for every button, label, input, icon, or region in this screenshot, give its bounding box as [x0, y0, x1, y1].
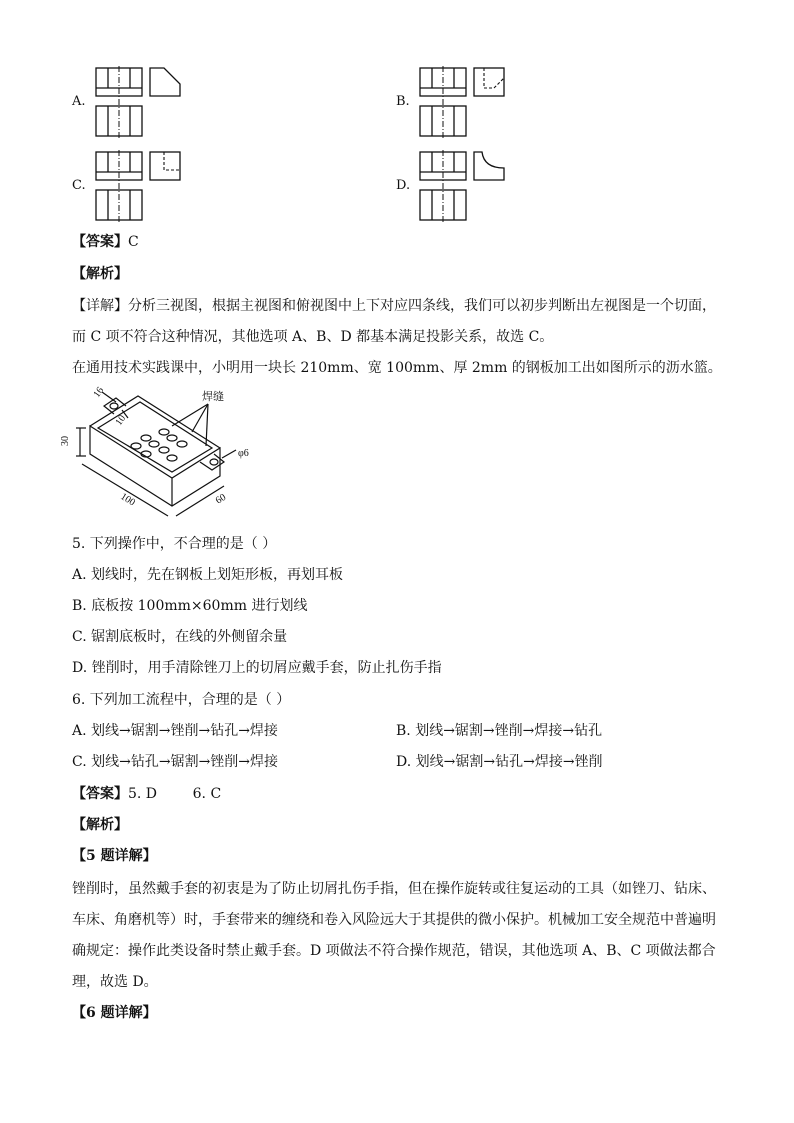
option-b-figure	[418, 66, 510, 140]
option-b-letter: B.	[396, 94, 410, 109]
q6-detail-tag: 【6 题详解】	[72, 1005, 157, 1021]
q5-option-d: D. 锉削时，用手清除锉刀上的切屑应戴手套，防止扎伤手指	[72, 660, 442, 676]
q5-option-b: B. 底板按 100mm×60mm 进行划线	[72, 598, 308, 614]
q5-detail-line1: 锉削时，虽然戴手套的初衷是为了防止切屑扎伤手指，但在操作旋转或往复运动的工具（如锉刀、钻床、	[72, 881, 716, 897]
q6-option-c: C. 划线→钻孔→锯割→锉削→焊接	[72, 754, 279, 770]
q4-answer-tag: 【答案】	[72, 234, 128, 250]
q56-answer-tag: 【答案】	[72, 786, 128, 802]
q56-answer-value: 5. D 6. C	[128, 786, 222, 802]
option-a-letter: A.	[72, 94, 86, 109]
q6-option-a: A. 划线→锯割→锉削→钻孔→焊接	[72, 723, 278, 739]
q4-detail-line2: 而 C 项不符合这种情况，其他选项 A、B、D 都基本满足投影关系，故选 C。	[72, 329, 554, 345]
q5-detail-line2: 车床、角磨机等）时，手套带来的缠绕和卷入风险远大于其提供的微小保护。机械加工安全规范中普遍明	[72, 912, 716, 928]
dim-phi6-label: φ6	[238, 448, 249, 459]
q5-detail-line4: 理，故选 D。	[72, 974, 158, 990]
q5-detail-tag: 【5 题详解】	[72, 848, 157, 864]
q4-answer-value: C	[128, 234, 139, 250]
option-c-figure	[94, 150, 186, 224]
q4-answer-line	[72, 232, 139, 252]
q4-detail-text1: 分析三视图，根据主视图和俯视图中上下对应四条线，我们可以初步判断出左视图是一个切面，	[128, 298, 716, 314]
option-d-letter: D.	[396, 178, 411, 193]
q6-option-b: B. 划线→锯割→锉削→焊接→钻孔	[396, 723, 603, 739]
q5-option-a: A. 划线时，先在钢板上划矩形板，再划耳板	[72, 567, 344, 583]
q4-detail-line1	[72, 296, 716, 316]
dim-10-label: 10	[113, 413, 129, 428]
q5-detail-line3: 确规定：操作此类设备时禁止戴手套。D 项做法不符合操作规范，错误，其他选项 A、B、C 项做法都合	[72, 943, 716, 959]
q5-option-c: C. 锯割底板时，在线的外侧留余量	[72, 629, 288, 645]
dim-60-label: 60	[213, 491, 229, 507]
q4-analysis-tag: 【解析】	[72, 266, 128, 282]
option-d-figure	[418, 150, 510, 224]
dim-30-label: 30	[60, 436, 71, 446]
q6-stem: 6. 下列加工流程中，合理的是（ ）	[72, 692, 291, 708]
basket-figure	[60, 385, 272, 522]
q4-detail-tag: 【详解】	[72, 298, 128, 314]
weld-label: 焊缝	[202, 391, 224, 403]
q56-analysis-tag: 【解析】	[72, 817, 128, 833]
option-c-letter: C.	[72, 178, 86, 193]
dim-100-label: 100	[118, 491, 137, 509]
q56-answer-line	[72, 784, 221, 804]
dim-16-label: 16	[91, 385, 107, 400]
q6-option-d: D. 划线→锯割→钻孔→焊接→锉削	[396, 754, 603, 770]
intro-text: 在通用技术实践课中，小明用一块长 210mm、宽 100mm、厚 2mm 的钢板加工出如图所示的沥水篮。	[72, 360, 722, 376]
option-a-figure	[94, 66, 186, 140]
q5-stem: 5. 下列操作中，不合理的是（ ）	[72, 536, 277, 552]
